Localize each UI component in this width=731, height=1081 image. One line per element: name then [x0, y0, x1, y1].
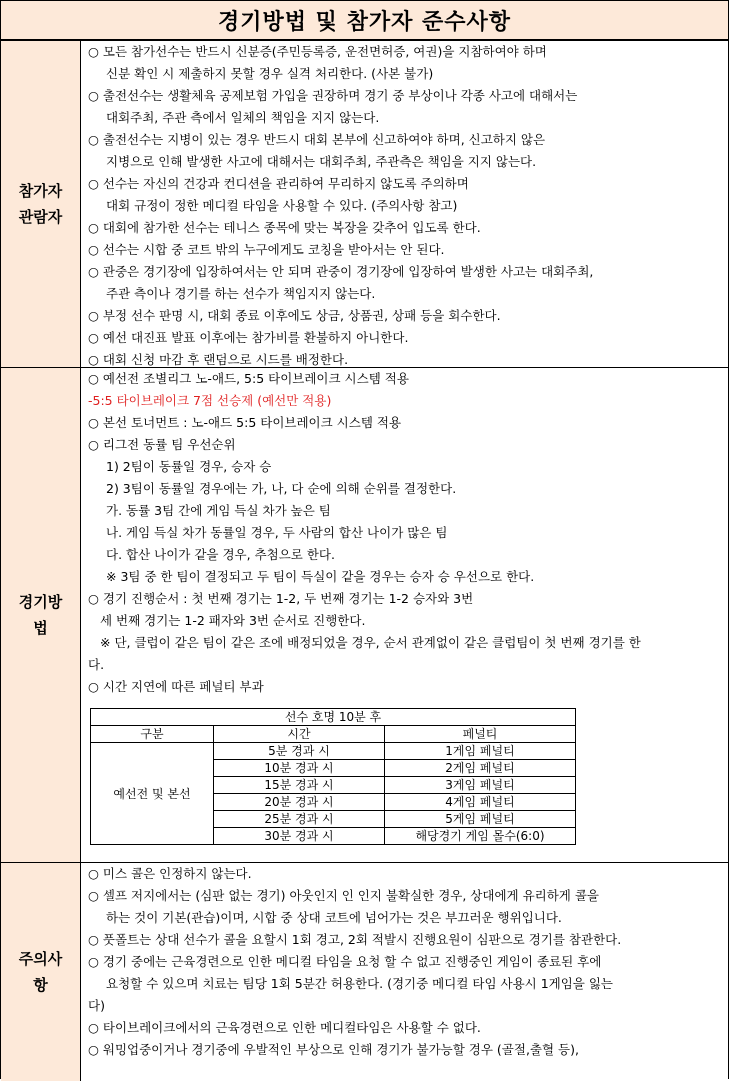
table-cell: 5분 경과 시: [214, 743, 385, 760]
section-match-method: [1, 368, 728, 863]
rule-line: 가. 동률 3팀 간에 게임 득실 차가 높은 팀: [106, 503, 331, 518]
penalty-table-wrap: [88, 698, 722, 847]
penalty-table-caption: 선수 호명 10분 후: [91, 709, 576, 726]
rule-line: ○ 대회에 참가한 선수는 테니스 종목에 맞는 복장을 갖추어 입도록 한다.: [88, 220, 481, 235]
rule-line: 주관 측이나 경기를 하는 선수가 책임지지 않는다.: [106, 286, 376, 301]
rule-line: ○ 예선전 조별리그 노-애드, 5:5 타이브레이크 시스템 적용: [88, 371, 409, 386]
table-header: 시간: [214, 726, 385, 743]
label-line: 법: [33, 619, 48, 637]
rule-line: 하는 것이 기본(관습)이며, 시합 중 상대 코트에 넘어가는 것은 부끄러운 행위입니다.: [106, 910, 562, 925]
section-content-match-method: [81, 368, 728, 862]
table-cell: 2게임 페널티: [385, 760, 576, 777]
rule-line: 1) 2팀이 동률일 경우, 승자 승: [106, 459, 272, 474]
table-cell: 15분 경과 시: [214, 777, 385, 794]
label-line: 관람자: [18, 208, 63, 226]
section-content-participants: [81, 41, 728, 367]
section-label-participants: [1, 41, 81, 367]
rule-line: ○ 선수는 시합 중 코트 밖의 누구에게도 코칭을 받아서는 안 된다.: [88, 242, 445, 257]
rule-line: ○ 출전선수는 생활체육 공제보험 가입을 권장하며 경기 중 부상이나 각종 사고에 대해서는: [88, 88, 578, 103]
label-line: 항: [33, 976, 48, 994]
label-line: 참가자: [18, 182, 63, 200]
table-cell: 3게임 페널티: [385, 777, 576, 794]
rule-line: ○ 풋폴트는 상대 선수가 콜을 요할시 1회 경고, 2회 적발시 진행요원이 심판으로 경기를 참관한다.: [88, 932, 622, 947]
rule-line: 대회 규정이 정한 메디컬 타임을 사용할 수 있다. (주의사항 참고): [106, 198, 458, 213]
rule-line: ○ 경기 진행순서 : 첫 번째 경기는 1-2, 두 번째 경기는 1-2 승자와 3번: [88, 591, 474, 606]
section-participants: [1, 41, 728, 368]
label-line: 경기방: [18, 593, 63, 611]
table-category-cell: 예선전 및 본선: [91, 743, 214, 845]
table-cell: 해당경기 게임 몰수(6:0): [385, 828, 576, 845]
rule-line: ○ 본선 토너먼트 : 노-애드 5:5 타이브레이크 시스템 적용: [88, 415, 402, 430]
table-cell: 10분 경과 시: [214, 760, 385, 777]
section-cautions: [1, 863, 728, 1081]
table-cell: 5게임 페널티: [385, 811, 576, 828]
page-title: 경기방법 및 참가자 준수사항: [1, 0, 728, 41]
rule-line: 신분 확인 시 제출하지 못할 경우 실격 처리한다. (사본 불가): [106, 66, 434, 81]
rule-line: 다.: [88, 657, 105, 672]
rule-line: ○ 리그전 동률 팀 우선순위: [88, 437, 236, 452]
rule-line: ※ 단, 클럽이 같은 팀이 같은 조에 배정되었을 경우, 순서 관계없이 같은 클럽팀이 첫 번째 경기를 한: [100, 635, 641, 650]
rule-line: ○ 모든 참가선수는 반드시 신분증(주민등록증, 운전면허증, 여권)을 지참하여야 하며: [88, 44, 547, 59]
rule-line: ○ 대회 신청 마감 후 랜덤으로 시드를 배정한다.: [88, 352, 349, 367]
section-label-match-method: [1, 368, 81, 862]
rule-line: ○ 워밍업중이거나 경기중에 우발적인 부상으로 인해 경기가 불가능할 경우 (골절,출혈 등),: [88, 1042, 579, 1057]
rule-line: ○ 경기 중에는 근육경련으로 인한 메디컬 타임을 요청 할 수 없고 진행중인 게임이 종료된 후에: [88, 954, 602, 969]
rule-line: 세 번째 경기는 1-2 패자와 3번 순서로 진행한다.: [100, 613, 366, 628]
rule-line: 요청할 수 있으며 치료는 팀당 1회 5분간 허용한다. (경기중 메디컬 타임 사용시 1게임을 잃는: [106, 976, 613, 991]
rule-line: 지병으로 인해 발생한 사고에 대해서는 대회주최, 주관측은 책임을 지지 않는다.: [106, 154, 537, 169]
section-label-cautions: [1, 863, 81, 1081]
penalty-table: [90, 708, 576, 845]
rule-line: ○ 출전선수는 지병이 있는 경우 반드시 대회 본부에 신고하여야 하며, 신고하지 않은: [88, 132, 546, 147]
rule-line: ※ 3팀 중 한 팀이 결정되고 두 팀이 득실이 같을 경우는 승자 승 우선으로 한다.: [106, 569, 535, 584]
table-cell: 1게임 페널티: [385, 743, 576, 760]
rule-line: 대회주최, 주관 측에서 일체의 책임을 지지 않는다.: [106, 110, 380, 125]
label-line: 주의사: [18, 950, 63, 968]
table-cell: 4게임 페널티: [385, 794, 576, 811]
table-cell: 20분 경과 시: [214, 794, 385, 811]
rule-line: 나. 게임 득실 차가 동률일 경우, 두 사람의 합산 나이가 많은 팀: [106, 525, 448, 540]
table-row: [91, 743, 576, 760]
rule-line: ○ 예선 대진표 발표 이후에는 참가비를 환불하지 아니한다.: [88, 330, 409, 345]
rule-line: ○ 선수는 자신의 건강과 컨디션을 관리하여 무리하지 않도록 주의하며: [88, 176, 469, 191]
rule-line: ○ 시간 지연에 따른 페널티 부과: [88, 679, 264, 694]
table-header: 페널티: [385, 726, 576, 743]
rule-line: 다. 합산 나이가 같을 경우, 추첨으로 한다.: [106, 547, 335, 562]
rule-line: ○ 타이브레이크에서의 근육경련으로 인한 메디컬타임은 사용할 수 없다.: [88, 1020, 481, 1035]
table-cell: 25분 경과 시: [214, 811, 385, 828]
section-content-cautions: [81, 863, 728, 1081]
rule-line: 다): [88, 998, 105, 1013]
rule-line: ○ 부정 선수 판명 시, 대회 종료 이후에도 상금, 상품권, 상패 등을 회수한다.: [88, 308, 501, 323]
rule-line-highlight: -5:5 타이브레이크 7점 선승제 (예선만 적용): [88, 393, 332, 408]
table-header: 구분: [91, 726, 214, 743]
rule-line: 2) 3팀이 동률일 경우에는 가, 나, 다 순에 의해 순위를 결정한다.: [106, 481, 457, 496]
rule-line: ○ 관중은 경기장에 입장하여서는 안 되며 관중이 경기장에 입장하여 발생한 사고는 대회주최,: [88, 264, 594, 279]
table-cell: 30분 경과 시: [214, 828, 385, 845]
rule-line: ○ 셀프 저지에서는 (심판 없는 경기) 아웃인지 인 인지 불확실한 경우, 상대에게 유리하게 콜을: [88, 888, 599, 903]
rule-line: ○ 미스 콜은 인정하지 않는다.: [88, 866, 252, 881]
